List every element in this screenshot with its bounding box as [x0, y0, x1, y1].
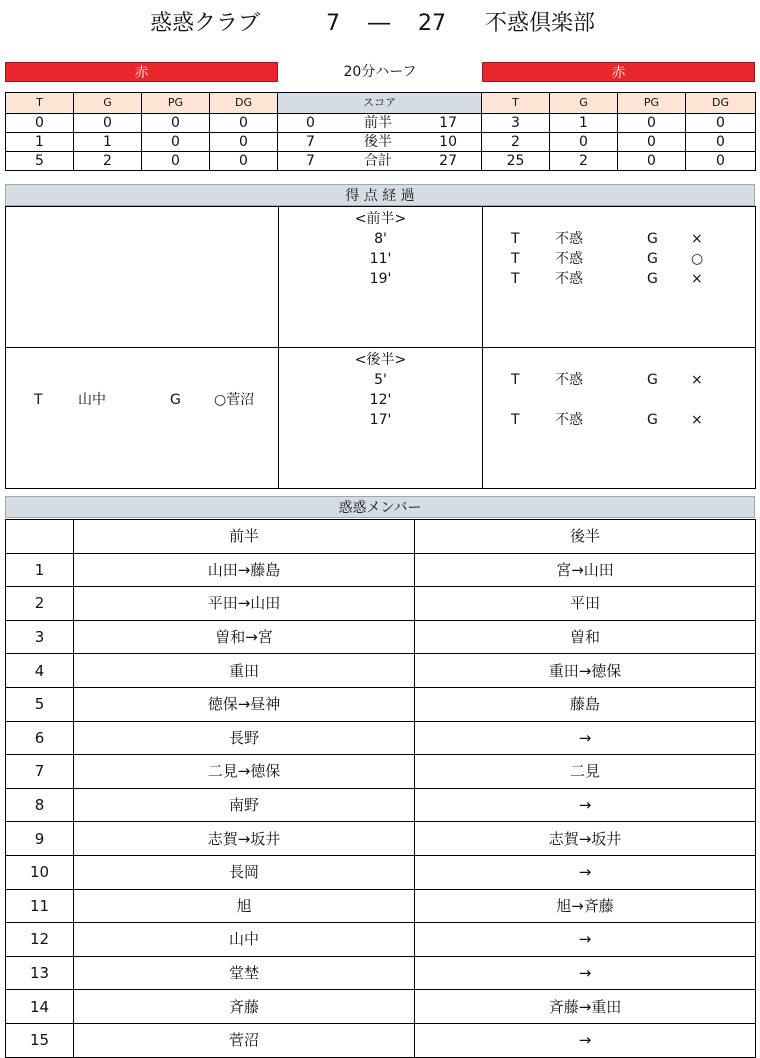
match-title [0, 6, 760, 42]
away-half-score: 10 [439, 134, 457, 150]
event-type: T [511, 231, 520, 247]
home-stat-cell: 0 [74, 114, 142, 133]
half-heading: <後半> [354, 352, 407, 368]
event-minute: 5' [374, 372, 387, 388]
second-half-player: → [415, 721, 756, 755]
member-row [6, 553, 756, 587]
home-stat-cell: 0 [142, 133, 210, 152]
home-half-score: 7 [306, 134, 315, 150]
home-stat-cell: 0 [6, 114, 74, 133]
event-type: T [34, 392, 43, 408]
minutes-list [279, 350, 482, 430]
home-stat-cell: 0 [210, 133, 278, 152]
member-row [6, 654, 756, 688]
position-number: 1 [6, 553, 74, 587]
away-stat-cell: 2 [482, 133, 550, 152]
away-stat-cell: 2 [550, 152, 618, 171]
score-row [6, 133, 756, 152]
home-events-cell [6, 348, 279, 489]
members-title: 惑惑メンバー [5, 496, 755, 518]
second-half-player: → [415, 855, 756, 889]
position-number: 10 [6, 855, 74, 889]
score-header-cell: PG [142, 93, 210, 114]
progress-half-row [6, 207, 756, 348]
event-minute: 12' [369, 392, 392, 408]
goal-result: ○ [691, 251, 704, 267]
away-stat-cell: 0 [618, 152, 686, 171]
second-half-player: 二見 [415, 755, 756, 789]
goal-kick: G [647, 231, 658, 247]
goal-result: × [691, 412, 703, 428]
second-half-player: 平田 [415, 587, 756, 621]
score-header-cell: G [550, 93, 618, 114]
position-number: 4 [6, 654, 74, 688]
goal-kick: G [170, 392, 181, 408]
home-stat-cell: 5 [6, 152, 74, 171]
position-number: 9 [6, 822, 74, 856]
away-stat-cell: 0 [618, 133, 686, 152]
second-half-player: 重田→徳保 [415, 654, 756, 688]
first-half-player: 菅沼 [74, 1023, 415, 1057]
member-row [6, 687, 756, 721]
match-format: 20分ハーフ [343, 64, 417, 80]
away-stat-cell: 1 [550, 114, 618, 133]
home-stat-cell: 0 [142, 114, 210, 133]
minutes-cell [279, 348, 483, 489]
away-stat-cell: 0 [686, 114, 756, 133]
goal-result: × [691, 231, 703, 247]
event-player: 不惑 [555, 412, 583, 428]
score-row [6, 114, 756, 133]
score-summary-cell [278, 133, 482, 152]
member-row [6, 923, 756, 957]
member-row [6, 620, 756, 654]
goal-kick: G [647, 372, 658, 388]
goal-kick: G [647, 412, 658, 428]
second-half-player: → [415, 956, 756, 990]
home-stat-cell: 1 [74, 133, 142, 152]
away-stat-cell: 0 [618, 114, 686, 133]
home-stat-cell: 0 [142, 152, 210, 171]
score-header-cell: T [482, 93, 550, 114]
score-header-cell: T [6, 93, 74, 114]
member-row [6, 990, 756, 1024]
home-stat-cell: 0 [210, 114, 278, 133]
first-half-player: 山中 [74, 923, 415, 957]
first-half-player: 長岡 [74, 855, 415, 889]
half-heading: <前半> [354, 211, 407, 227]
score-header-cell: G [74, 93, 142, 114]
first-half-player: 南野 [74, 788, 415, 822]
score-dash: ― [368, 11, 390, 36]
second-half-player: → [415, 788, 756, 822]
event-type: T [511, 271, 520, 287]
away-jersey-bar: 赤 [482, 62, 755, 82]
second-half-player: 斉藤→重田 [415, 990, 756, 1024]
scoring-progress-title: 得 点 経 過 [5, 184, 755, 206]
home-stat-cell: 2 [74, 152, 142, 171]
member-row [6, 1023, 756, 1057]
away-team-name: 不惑倶楽部 [485, 11, 596, 36]
score-summary-cell [278, 114, 482, 133]
member-row [6, 822, 756, 856]
event-type: T [511, 251, 520, 267]
event-type: T [511, 372, 520, 388]
member-row [6, 788, 756, 822]
position-number: 7 [6, 755, 74, 789]
event-player: 不惑 [555, 372, 583, 388]
home-stat-cell: 1 [6, 133, 74, 152]
score-table [5, 92, 756, 171]
event-player: 不惑 [555, 271, 583, 287]
position-number: 15 [6, 1023, 74, 1057]
position-number: 6 [6, 721, 74, 755]
event-minute: 19' [369, 271, 392, 287]
goal-result: ○菅沼 [214, 392, 255, 408]
away-half-score: 17 [439, 115, 457, 131]
away-stat-cell: 0 [686, 133, 756, 152]
event-player: 不惑 [555, 251, 583, 267]
second-half-player: 藤島 [415, 687, 756, 721]
half-label: 前半 [364, 115, 392, 131]
member-row [6, 587, 756, 621]
member-row [6, 755, 756, 789]
first-half-player: 斉藤 [74, 990, 415, 1024]
first-half-player: 長野 [74, 721, 415, 755]
away-events-cell [483, 348, 756, 489]
first-half-player: 堂埜 [74, 956, 415, 990]
position-number: 14 [6, 990, 74, 1024]
goal-kick: G [647, 271, 658, 287]
second-half-player: 宮→山田 [415, 553, 756, 587]
position-number: 2 [6, 587, 74, 621]
second-half-player: → [415, 1023, 756, 1057]
first-half-player: 二見→徳保 [74, 755, 415, 789]
member-row [6, 721, 756, 755]
first-half-player: 徳保→昼神 [74, 687, 415, 721]
home-team-name: 惑惑クラブ [150, 11, 261, 36]
home-score: 7 [326, 11, 340, 36]
away-half-score: 27 [439, 153, 457, 169]
score-header-cell: PG [618, 93, 686, 114]
away-stat-cell: 0 [686, 152, 756, 171]
event-minute: 11' [369, 251, 392, 267]
members-header-cell: 後半 [415, 520, 756, 554]
goal-kick: G [647, 251, 658, 267]
members-table [5, 519, 756, 1058]
scoring-progress-table [5, 206, 756, 489]
second-half-player: 旭→斉藤 [415, 889, 756, 923]
second-half-player: 曽和 [415, 620, 756, 654]
event-player: 不惑 [555, 231, 583, 247]
event-minute: 17' [369, 412, 392, 428]
second-half-player: → [415, 923, 756, 957]
event-type: T [511, 412, 520, 428]
away-stat-cell: 25 [482, 152, 550, 171]
away-events-cell [483, 207, 756, 348]
score-header-cell: スコア [278, 93, 482, 114]
home-jersey-bar: 赤 [5, 62, 278, 82]
member-row [6, 889, 756, 923]
away-score: 27 [418, 11, 446, 36]
members-header-row [6, 520, 756, 554]
second-half-player: 志賀→坂井 [415, 822, 756, 856]
minutes-cell [279, 207, 483, 348]
member-row [6, 855, 756, 889]
home-stat-cell: 0 [210, 152, 278, 171]
away-stat-cell: 3 [482, 114, 550, 133]
half-label: 後半 [364, 134, 392, 150]
first-half-player: 山田→藤島 [74, 553, 415, 587]
score-header-cell: DG [686, 93, 756, 114]
goal-result: × [691, 372, 703, 388]
away-stat-cell: 0 [550, 133, 618, 152]
score-summary-cell [278, 152, 482, 171]
position-number: 13 [6, 956, 74, 990]
home-half-score: 7 [306, 153, 315, 169]
first-half-player: 志賀→坂井 [74, 822, 415, 856]
first-half-player: 重田 [74, 654, 415, 688]
member-row [6, 956, 756, 990]
position-number: 12 [6, 923, 74, 957]
position-number: 8 [6, 788, 74, 822]
home-events-cell [6, 207, 279, 348]
progress-half-row [6, 348, 756, 489]
goal-result: × [691, 271, 703, 287]
home-half-score: 0 [306, 115, 315, 131]
score-header-row [6, 93, 756, 114]
event-minute: 8' [374, 231, 387, 247]
position-number: 11 [6, 889, 74, 923]
first-half-player: 曽和→宮 [74, 620, 415, 654]
members-header-cell: 前半 [74, 520, 415, 554]
members-header-cell [6, 520, 74, 554]
event-player: 山中 [78, 392, 106, 408]
score-header-cell: DG [210, 93, 278, 114]
score-row [6, 152, 756, 171]
first-half-player: 平田→山田 [74, 587, 415, 621]
position-number: 5 [6, 687, 74, 721]
first-half-player: 旭 [74, 889, 415, 923]
position-number: 3 [6, 620, 74, 654]
half-label: 合計 [364, 153, 392, 169]
minutes-list [279, 209, 482, 289]
